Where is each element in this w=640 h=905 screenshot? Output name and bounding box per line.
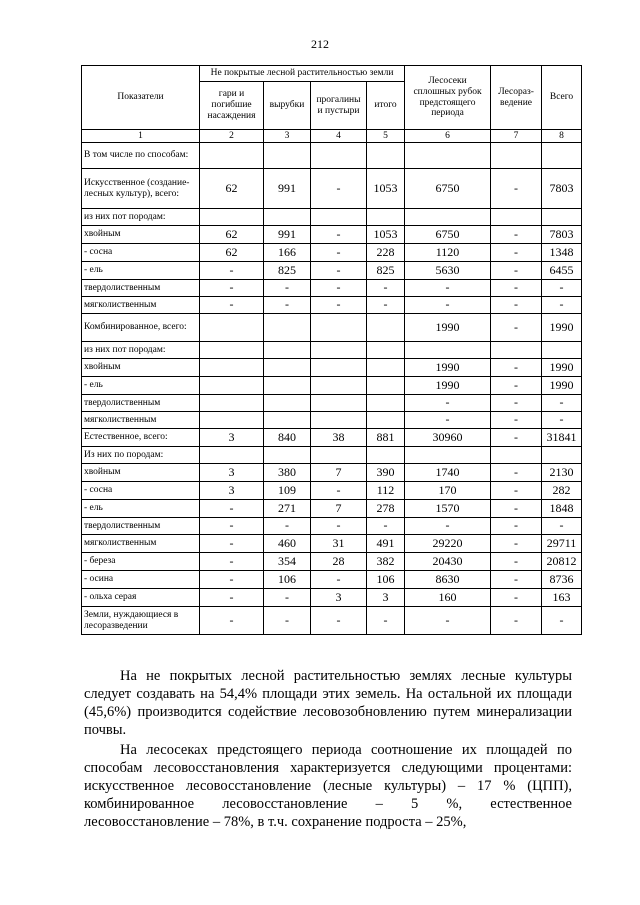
table-row (82, 535, 582, 553)
table-cell: 354 (264, 553, 311, 571)
table-row (82, 571, 582, 589)
table-cell: - (200, 280, 264, 297)
table-cell: 1120 (405, 244, 491, 262)
table-cell: - (311, 571, 367, 589)
table-cell: - (491, 482, 542, 500)
table-row (82, 143, 582, 169)
table-cell: 62 (200, 226, 264, 244)
table-cell (491, 447, 542, 464)
table-row (82, 359, 582, 377)
table-cell: - (491, 518, 542, 535)
table-cell: - (491, 500, 542, 518)
header-burns: гари и погибшие насаждения (200, 82, 264, 130)
table-cell: - (491, 535, 542, 553)
table-cell: 8630 (405, 571, 491, 589)
table-cell: 390 (367, 464, 405, 482)
table-cell (200, 412, 264, 429)
row-label: из них пот породам: (82, 209, 200, 226)
table-cell: 1990 (405, 359, 491, 377)
table-cell: 460 (264, 535, 311, 553)
table-cell: - (264, 589, 311, 607)
column-number: 1 (82, 130, 200, 143)
table-cell: 1053 (367, 226, 405, 244)
table-cell (367, 314, 405, 342)
table-cell: 6750 (405, 226, 491, 244)
table-header (82, 66, 582, 143)
table-cell (367, 342, 405, 359)
table-cell: 2130 (542, 464, 582, 482)
table-cell: 1990 (542, 359, 582, 377)
table-cell: 1990 (405, 314, 491, 342)
table-cell: 278 (367, 500, 405, 518)
header-indicators: Показатели (82, 66, 200, 130)
table-cell (542, 143, 582, 169)
row-label: - сосна (82, 244, 200, 262)
table-row (82, 518, 582, 535)
table-cell: 1740 (405, 464, 491, 482)
table-cell: - (311, 280, 367, 297)
table-cell: - (491, 244, 542, 262)
table-cell (264, 377, 311, 395)
table-cell: 163 (542, 589, 582, 607)
table-row (82, 607, 582, 635)
table-row (82, 464, 582, 482)
table-cell (200, 143, 264, 169)
column-number: 5 (367, 130, 405, 143)
table-cell (200, 314, 264, 342)
row-label: - осина (82, 571, 200, 589)
row-label: - ель (82, 500, 200, 518)
table-cell (311, 447, 367, 464)
column-number: 3 (264, 130, 311, 143)
table-cell: - (542, 280, 582, 297)
row-label: мягколиственным (82, 535, 200, 553)
table-cell: - (491, 226, 542, 244)
table-row (82, 314, 582, 342)
header-not-covered-group: Не покрытые лесной растительностью земли (200, 66, 405, 82)
table-cell (200, 447, 264, 464)
table-cell: 282 (542, 482, 582, 500)
table-cell (491, 209, 542, 226)
table-cell: - (311, 482, 367, 500)
table-cell: - (367, 297, 405, 314)
table-cell: 106 (264, 571, 311, 589)
table-cell: 5630 (405, 262, 491, 280)
table-row (82, 280, 582, 297)
table-cell (264, 359, 311, 377)
table-cell: 825 (264, 262, 311, 280)
table-cell: - (367, 607, 405, 635)
table-cell: - (491, 169, 542, 209)
table-cell: - (491, 607, 542, 635)
table-cell (311, 412, 367, 429)
table-cell (264, 412, 311, 429)
table-cell (200, 209, 264, 226)
table-cell: 491 (367, 535, 405, 553)
reforestation-table (81, 65, 582, 635)
table-cell (311, 314, 367, 342)
row-label: мягколиственным (82, 412, 200, 429)
column-number: 7 (491, 130, 542, 143)
table-cell (264, 314, 311, 342)
table-cell: 29711 (542, 535, 582, 553)
table-cell: 840 (264, 429, 311, 447)
row-label: Естественное, всего: (82, 429, 200, 447)
header-cuttings: вырубки (264, 82, 311, 130)
table-cell: - (491, 262, 542, 280)
table-cell: - (491, 395, 542, 412)
row-label: твердолиственным (82, 395, 200, 412)
table-cell (367, 209, 405, 226)
table-cell: - (311, 226, 367, 244)
table-cell: 28 (311, 553, 367, 571)
row-label: В том числе по способам: (82, 143, 200, 169)
table-cell: - (311, 262, 367, 280)
table-cell (542, 209, 582, 226)
table-cell: 106 (367, 571, 405, 589)
column-number: 2 (200, 130, 264, 143)
table-cell: - (491, 412, 542, 429)
table-cell: 109 (264, 482, 311, 500)
table-cell: - (491, 280, 542, 297)
table-row (82, 482, 582, 500)
table-cell: - (405, 607, 491, 635)
table-cell: - (264, 518, 311, 535)
table-cell (311, 359, 367, 377)
row-label: Из них по породам: (82, 447, 200, 464)
table-cell: 7 (311, 500, 367, 518)
table-cell: - (491, 359, 542, 377)
table-cell (200, 342, 264, 359)
table-cell: 170 (405, 482, 491, 500)
paragraph-1: На не покрытых лесной растительностью землях лесные культуры следует создавать на 54,4% площади этих земель. На остальной их площади (45,6%) производится содействие лесовозобновлению путем минерализации почвы. (84, 668, 572, 738)
page-number: 212 (311, 37, 329, 51)
table-cell: - (200, 500, 264, 518)
table-cell: - (264, 607, 311, 635)
table-cell: 7803 (542, 169, 582, 209)
table-cell (311, 342, 367, 359)
table-cell (491, 342, 542, 359)
table-cell: - (200, 553, 264, 571)
table-row (82, 589, 582, 607)
table-cell: - (542, 395, 582, 412)
header-clearcuts: Лесосеки сплошных рубок предстоящего периода (405, 66, 491, 130)
row-label: твердолиственным (82, 280, 200, 297)
column-number: 6 (405, 130, 491, 143)
column-number: 8 (542, 130, 582, 143)
table-cell: 1348 (542, 244, 582, 262)
table-row (82, 395, 582, 412)
table-cell: 881 (367, 429, 405, 447)
header-total-sub: итого (367, 82, 405, 130)
table-cell: 3 (200, 464, 264, 482)
table-cell (311, 143, 367, 169)
row-label: хвойным (82, 464, 200, 482)
row-label: - сосна (82, 482, 200, 500)
table-cell: - (491, 464, 542, 482)
table-cell (311, 395, 367, 412)
table-row (82, 377, 582, 395)
table-cell: - (405, 297, 491, 314)
table-cell: - (311, 244, 367, 262)
table-cell: - (200, 571, 264, 589)
row-label: - береза (82, 553, 200, 571)
table-cell: 166 (264, 244, 311, 262)
table-cell (311, 377, 367, 395)
table-cell: - (542, 518, 582, 535)
table-cell: - (200, 518, 264, 535)
table-cell (264, 447, 311, 464)
table-cell: - (491, 571, 542, 589)
table-cell: - (200, 589, 264, 607)
header-glades: прогалины и пустыри (311, 82, 367, 130)
table-cell: - (311, 297, 367, 314)
table-cell: 20430 (405, 553, 491, 571)
table-cell (264, 143, 311, 169)
table-cell: 29220 (405, 535, 491, 553)
table-cell: - (491, 377, 542, 395)
table-cell: - (311, 518, 367, 535)
table-cell: - (200, 535, 264, 553)
table-cell: - (491, 297, 542, 314)
table-cell: 3 (311, 589, 367, 607)
table-cell: - (264, 280, 311, 297)
table-row (82, 244, 582, 262)
table-cell (200, 395, 264, 412)
table-cell: - (542, 412, 582, 429)
table-cell: 991 (264, 226, 311, 244)
table-cell: 3 (367, 589, 405, 607)
table-cell: - (200, 297, 264, 314)
table-cell: - (405, 518, 491, 535)
table-cell: 20812 (542, 553, 582, 571)
table-cell: 8736 (542, 571, 582, 589)
row-label: из них пот породам: (82, 342, 200, 359)
table-cell (264, 209, 311, 226)
table-cell: 1990 (542, 377, 582, 395)
table-row (82, 342, 582, 359)
row-label: Комбинированное, всего: (82, 314, 200, 342)
table-cell: 382 (367, 553, 405, 571)
table-cell: 1848 (542, 500, 582, 518)
table-cell: 3 (200, 429, 264, 447)
row-label: мягколиственным (82, 297, 200, 314)
table-cell: 1990 (542, 314, 582, 342)
table-cell: 31 (311, 535, 367, 553)
table-cell: - (367, 280, 405, 297)
row-label: - ольха серая (82, 589, 200, 607)
table-cell (367, 377, 405, 395)
table-cell (367, 447, 405, 464)
column-number: 4 (311, 130, 367, 143)
row-label: Искусственное (создание-лесных культур), всего: (82, 169, 200, 209)
table-cell (200, 377, 264, 395)
table-row (82, 500, 582, 518)
table-cell: - (200, 607, 264, 635)
table-cell (405, 143, 491, 169)
table-cell: - (367, 518, 405, 535)
row-label: хвойным (82, 359, 200, 377)
header-total: Всего (542, 66, 582, 130)
table-cell: 380 (264, 464, 311, 482)
table-cell: 1990 (405, 377, 491, 395)
table-row (82, 447, 582, 464)
row-label: - ель (82, 262, 200, 280)
table-cell: 31841 (542, 429, 582, 447)
table-cell: 1053 (367, 169, 405, 209)
table-row (82, 553, 582, 571)
table-cell (542, 447, 582, 464)
table-cell: - (542, 607, 582, 635)
table-row (82, 262, 582, 280)
table-cell: 6455 (542, 262, 582, 280)
table-cell: - (311, 169, 367, 209)
table-cell: 62 (200, 244, 264, 262)
table-cell: 991 (264, 169, 311, 209)
table-cell: 38 (311, 429, 367, 447)
table-cell (405, 342, 491, 359)
table-cell: - (491, 314, 542, 342)
table-cell: 825 (367, 262, 405, 280)
header-afforestation: Лесораз-ведение (491, 66, 542, 130)
table-cell: - (405, 395, 491, 412)
table-row (82, 297, 582, 314)
table-cell: 271 (264, 500, 311, 518)
table-row (82, 429, 582, 447)
table-cell: - (542, 297, 582, 314)
table-cell: 1570 (405, 500, 491, 518)
table-cell: 30960 (405, 429, 491, 447)
table-cell: 228 (367, 244, 405, 262)
row-label: - ель (82, 377, 200, 395)
row-label: Земли, нуждающиеся в лесоразведении (82, 607, 200, 635)
table-cell: - (405, 280, 491, 297)
table-cell: - (491, 589, 542, 607)
table-cell (264, 342, 311, 359)
table-cell: 7803 (542, 226, 582, 244)
table-cell (405, 209, 491, 226)
table-body (82, 143, 582, 635)
table-cell: - (200, 262, 264, 280)
table-cell (367, 143, 405, 169)
table-cell: - (491, 429, 542, 447)
table-cell (367, 395, 405, 412)
row-label: твердолиственным (82, 518, 200, 535)
table-cell: 112 (367, 482, 405, 500)
table-cell: - (264, 297, 311, 314)
table-cell (405, 447, 491, 464)
table-cell (264, 395, 311, 412)
paragraph-2: На лесосеках предстоящего периода соотношение их площадей по способам лесовосстановления характеризуется следующими процентами: искусственное лесовосстановление (лесные культуры) – 17 % (ЦПП), комбинированное лесовосстановление – 5 %, естественное лесовосстановление – 78%, в т.ч. сохранение подроста – 25%, (84, 742, 572, 830)
table-cell (311, 209, 367, 226)
table-cell: 6750 (405, 169, 491, 209)
table-cell (491, 143, 542, 169)
row-label: хвойным (82, 226, 200, 244)
column-number-row (82, 130, 582, 143)
table-row (82, 169, 582, 209)
table-cell: 7 (311, 464, 367, 482)
table-cell: - (311, 607, 367, 635)
table-row (82, 209, 582, 226)
table-cell (200, 359, 264, 377)
table-cell: 3 (200, 482, 264, 500)
table-cell (542, 342, 582, 359)
table-row (82, 412, 582, 429)
table-cell (367, 359, 405, 377)
table-cell: - (405, 412, 491, 429)
table-row (82, 226, 582, 244)
table-cell: - (491, 553, 542, 571)
table-cell: 62 (200, 169, 264, 209)
table-cell (367, 412, 405, 429)
table-cell: 160 (405, 589, 491, 607)
